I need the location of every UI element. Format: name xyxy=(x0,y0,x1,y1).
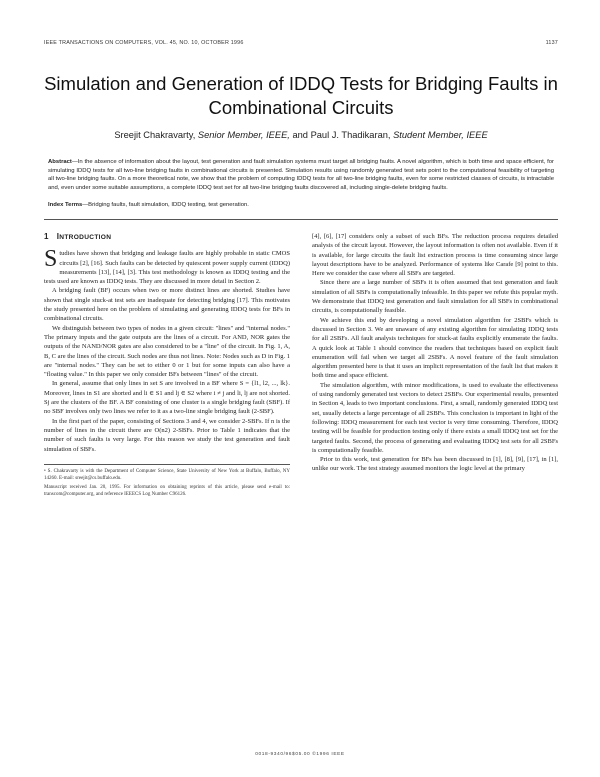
section-name-rest: NTRODUCTION xyxy=(59,233,112,241)
abstract xyxy=(48,158,554,192)
paragraph: We achieve this end by developing a novel simulation algorithm for 2SBFs which is discussed in Section 3. We are unaware of any existing algorithm for simulating IDDQ tests for all 2SBFs. All fault analysis techniques for stuck-at faults explicitly enumerate the faults. A quick look at Table 1 should convince the readers that techniques based on explicit fault enumeration will fail when we target all 2SBFs. A novel feature of the fault simulation algorithm presented here is that it uses an implicit representation of the fault list that makes it both time and space efficient. xyxy=(312,316,558,380)
paragraph: The simulation algorithm, with minor modifications, is used to evaluate the effectiveness of using randomly generated test vectors to detect 2SBFs. Our experimental results, presented in Section 4, leads to two important conclusions. First, a small, randomly generated IDDQ test set, usually detects a large percentage of all 2SBFs. This conclusion is important in light of the following: IDDQ measurement for each test vector is very time consuming. Therefore, IDDQ testing will be feasible for production testing only if there exists a small IDDQ test set for the targeted faults. Second, the process of generating and evaluating IDDQ test sets for all 2SBFs is computationally feasible. xyxy=(312,381,558,454)
right-column xyxy=(312,232,558,502)
author-2-affiliation: Student Member, IEEE xyxy=(393,130,488,140)
section-name-initial: I xyxy=(56,231,60,241)
body-columns xyxy=(44,232,558,502)
paper-title: Simulation and Generation of IDDQ Tests for Bridging Faults in Combinational Circuits xyxy=(44,73,558,118)
copyright-code: 0018-9340/96$05.00 ©1996 IEEE xyxy=(255,752,345,757)
paragraph: [4], [6], [17] considers only a subset of such BFs. The reduction process requires detailed analysis of the circuit layout. However, the layout information is often not available. Even if it is available, for large circuits the fault list extraction process is time consuming since large layout descriptions have to be analyzed. Performance of systems like Carafe [9] point to this. Here we consider the case where all SBFs are targeted. xyxy=(312,232,558,278)
index-terms xyxy=(48,201,554,210)
paragraph: Studies have shown that bridging and leakage faults are highly probable in static CMOS circuits [2], [16]. Such faults can be detected by quiescent power supply current (IDDQ) measurements [13], [14], [3]. This test methodology is known as IDDQ testing and the tests used are known as IDDQ tests. They are discussed in more detail in Section 2. xyxy=(44,246,290,286)
paragraph: Prior to this work, test generation for BFs has been discussed in [1], [8], [9], [17], in [1], unlike our work. The test strategy assumed monitors the logic level at the primary xyxy=(312,456,558,473)
paragraph: In the first part of the paper, consisting of Sections 3 and 4, we consider 2-SBFs. If n is the number of lines in the circuit there are O(n2) 2-SBFs. Prior to Table 1 indicates that the number of such faults is very large. For this reason we study the test generation and fault simulation of SBFs. xyxy=(44,417,290,453)
paragraph: We distinguish between two types of nodes in a given circuit: "lines" and "internal nodes." The primary inputs and the gate outputs are the lines of a circuit. For AND, NOR gates the outputs of the NAND/NOR gates are also considered to be a "line" of the circuit. In Fig. 1, A, B, C are the lines of the circuit. Such nodes are thus not lines. Note: Nodes such as D in Fig. 1 are "internal nodes." They can be set to either 0 or 1 but for some inputs can also have a "floating value." In this paper we only consider BFs between "lines" of the circuit. xyxy=(44,324,290,379)
paragraph: Since there are a large number of SBFs it is often assumed that test generation and fault simulation of all SBFs is computationally infeasible. In this paper we refute this popular myth. We demonstrate that IDDQ test generation and fault simulation for all SBFs in combinational circuits, is computationally feasible. xyxy=(312,279,558,315)
running-head xyxy=(44,40,558,46)
section-heading xyxy=(44,232,290,242)
paragraph: A bridging fault (BF) occurs when two or more distinct lines are shorted. Studies have shown that single stuck-at test sets are inadequate for detecting bridging [17]. This motivates the study presented here on the problem of simulating and generating IDDQ tests for BFs in combinational circuits. xyxy=(44,287,290,323)
page-number: 1137 xyxy=(545,40,558,46)
author-1-affiliation: Senior Member, IEEE, xyxy=(197,130,290,140)
abstract-label: Abstract xyxy=(48,159,72,165)
paragraph: In general, assume that only lines in set S are involved in a BF where S = {l1, l2, ..., lk}. Moreover, lines in S1 are shorted and li ∈ S1 and lj ∈ S2 where i ≠ j and li, lj are not shorted. Sj are the clusters of the BF. A BF consisting of one cluster is a single bridging fault (SBF). If no SBF involves only two lines we refer to it as a two-line single bridging fault (2-SBF). xyxy=(44,380,290,416)
header-divider xyxy=(44,219,558,220)
author-conjunction: and xyxy=(292,130,308,140)
left-column xyxy=(44,232,290,502)
journal-citation: IEEE TRANSACTIONS ON COMPUTERS, VOL. 45, NO. 10, OCTOBER 1996 xyxy=(44,40,244,46)
footnote: • S. Chakravarty is with the Department of Computer Science, State University of New York at Buffalo, Buffalo, NY 14260. E-mail: sreejit@cs.buffalo.edu. xyxy=(44,468,290,481)
footnotes xyxy=(44,464,290,499)
section-number: 1 xyxy=(44,231,49,241)
index-terms-label: Index Terms xyxy=(48,202,83,209)
author-line xyxy=(44,130,558,140)
footnote: Manuscript received Jan. 20, 1995. For information on obtaining reprints of this article, please send e-mail to: transcom@computer.org, and reference IEEECS Log Number C96126. xyxy=(44,485,290,498)
index-terms-text: —Bridging faults, fault simulation, IDDQ testing, test generation. xyxy=(82,202,249,209)
author-1-name: Sreejit Chakravarty, xyxy=(114,130,196,140)
abstract-text: —In the absence of information about the layout, test generation and fault simulation systems must target all bridging faults. A novel algorithm, which is both time and space efficient, for simulating IDDQ tests for all two-line bridging faults in combinational circuits is presented. Simulation results using randomly generated test sets point to the computational feasibility of targeting all two-line bridging faults. On a more theoretical note, we show that the problem of computing IDDQ tests for all two-line bridging faults, even for some restricted classes of circuits, is intractable and, even under some suitable assumptions, a complete IDDQ test set for all two-line bridging faults discovered all, including single-delete bridging faults. xyxy=(48,159,554,191)
author-2-name: Paul J. Thadikaran, xyxy=(310,130,391,140)
